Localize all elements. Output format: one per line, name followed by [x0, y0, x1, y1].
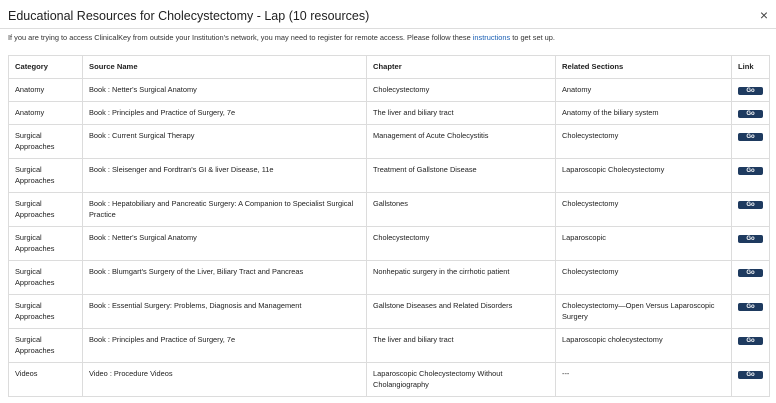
cell-related-sections: --- — [556, 363, 732, 397]
cell-category: Surgical Approaches — [9, 295, 83, 329]
header-link: Link — [732, 56, 770, 79]
header-source-name: Source Name — [83, 56, 367, 79]
cell-source-name: Video : Procedure Videos — [83, 363, 367, 397]
header-category: Category — [9, 56, 83, 79]
cell-source-name: Book : Sleisenger and Fordtran's GI & liver Disease, 11e — [83, 159, 367, 193]
cell-link — [732, 329, 770, 363]
cell-related-sections: Laparoscopic Cholecystectomy — [556, 159, 732, 193]
cell-source-name: Book : Blumgart's Surgery of the Liver, Biliary Tract and Pancreas — [83, 261, 367, 295]
table-row — [9, 227, 770, 261]
resources-table — [8, 55, 770, 397]
cell-chapter: Gallstone Diseases and Related Disorders — [367, 295, 556, 329]
cell-category: Anatomy — [9, 102, 83, 125]
notice-text-before: If you are trying to access ClinicalKey from outside your Institution's network, you may need to register for remote access. Please follow these — [8, 33, 473, 42]
table-row — [9, 329, 770, 363]
table-row — [9, 102, 770, 125]
cell-category: Surgical Approaches — [9, 125, 83, 159]
table-row — [9, 261, 770, 295]
go-button[interactable]: Go — [738, 235, 763, 243]
go-button[interactable]: Go — [738, 269, 763, 277]
cell-link — [732, 125, 770, 159]
cell-category: Surgical Approaches — [9, 159, 83, 193]
remote-access-notice — [8, 33, 555, 42]
instructions-link[interactable]: instructions — [472, 33, 511, 42]
cell-link — [732, 261, 770, 295]
go-button[interactable]: Go — [738, 133, 763, 141]
cell-chapter: Cholecystectomy — [367, 227, 556, 261]
go-button[interactable]: Go — [738, 110, 763, 118]
go-button[interactable]: Go — [738, 201, 763, 209]
header-chapter: Chapter — [367, 56, 556, 79]
cell-chapter: Treatment of Gallstone Disease — [367, 159, 556, 193]
cell-link — [732, 79, 770, 102]
cell-chapter: Nonhepatic surgery in the cirrhotic patient — [367, 261, 556, 295]
cell-chapter: Management of Acute Cholecystitis — [367, 125, 556, 159]
cell-link — [732, 159, 770, 193]
table-header-row — [9, 56, 770, 79]
cell-related-sections: Anatomy — [556, 79, 732, 102]
table-row — [9, 363, 770, 397]
cell-source-name: Book : Essential Surgery: Problems, Diagnosis and Management — [83, 295, 367, 329]
cell-related-sections: Laparoscopic — [556, 227, 732, 261]
table-row — [9, 193, 770, 227]
cell-source-name: Book : Netter's Surgical Anatomy — [83, 79, 367, 102]
cell-link — [732, 227, 770, 261]
cell-source-name: Book : Current Surgical Therapy — [83, 125, 367, 159]
cell-source-name: Book : Netter's Surgical Anatomy — [83, 227, 367, 261]
cell-link — [732, 193, 770, 227]
cell-chapter: Gallstones — [367, 193, 556, 227]
table-row — [9, 295, 770, 329]
cell-source-name: Book : Hepatobiliary and Pancreatic Surgery: A Companion to Specialist Surgical Practice — [83, 193, 367, 227]
cell-link — [732, 102, 770, 125]
close-icon[interactable]: × — [759, 7, 768, 23]
go-button[interactable]: Go — [738, 337, 763, 345]
cell-chapter: The liver and biliary tract — [367, 102, 556, 125]
go-button[interactable]: Go — [738, 371, 763, 379]
cell-category: Surgical Approaches — [9, 193, 83, 227]
notice-text-after: to get set up. — [510, 33, 555, 42]
cell-category: Surgical Approaches — [9, 261, 83, 295]
cell-category: Anatomy — [9, 79, 83, 102]
cell-category: Videos — [9, 363, 83, 397]
table-row — [9, 159, 770, 193]
title-divider — [0, 28, 776, 29]
go-button[interactable]: Go — [738, 87, 763, 95]
cell-related-sections: Cholecystectomy—Open Versus Laparoscopic Surgery — [556, 295, 732, 329]
cell-chapter: Laparoscopic Cholecystectomy Without Cholangiography — [367, 363, 556, 397]
header-related-sections: Related Sections — [556, 56, 732, 79]
cell-related-sections: Laparoscopic cholecystectomy — [556, 329, 732, 363]
cell-category: Surgical Approaches — [9, 329, 83, 363]
cell-related-sections: Cholecystectomy — [556, 125, 732, 159]
table-row — [9, 79, 770, 102]
cell-related-sections: Anatomy of the biliary system — [556, 102, 732, 125]
cell-link — [732, 295, 770, 329]
dialog-title: Educational Resources for Cholecystectomy - Lap (10 resources) — [8, 9, 370, 23]
cell-related-sections: Cholecystectomy — [556, 193, 732, 227]
cell-category: Surgical Approaches — [9, 227, 83, 261]
cell-link — [732, 363, 770, 397]
cell-chapter: The liver and biliary tract — [367, 329, 556, 363]
cell-chapter: Cholecystectomy — [367, 79, 556, 102]
cell-source-name: Book : Principles and Practice of Surgery, 7e — [83, 329, 367, 363]
go-button[interactable]: Go — [738, 167, 763, 175]
go-button[interactable]: Go — [738, 303, 763, 311]
cell-related-sections: Cholecystectomy — [556, 261, 732, 295]
cell-source-name: Book : Principles and Practice of Surgery, 7e — [83, 102, 367, 125]
table-row — [9, 125, 770, 159]
